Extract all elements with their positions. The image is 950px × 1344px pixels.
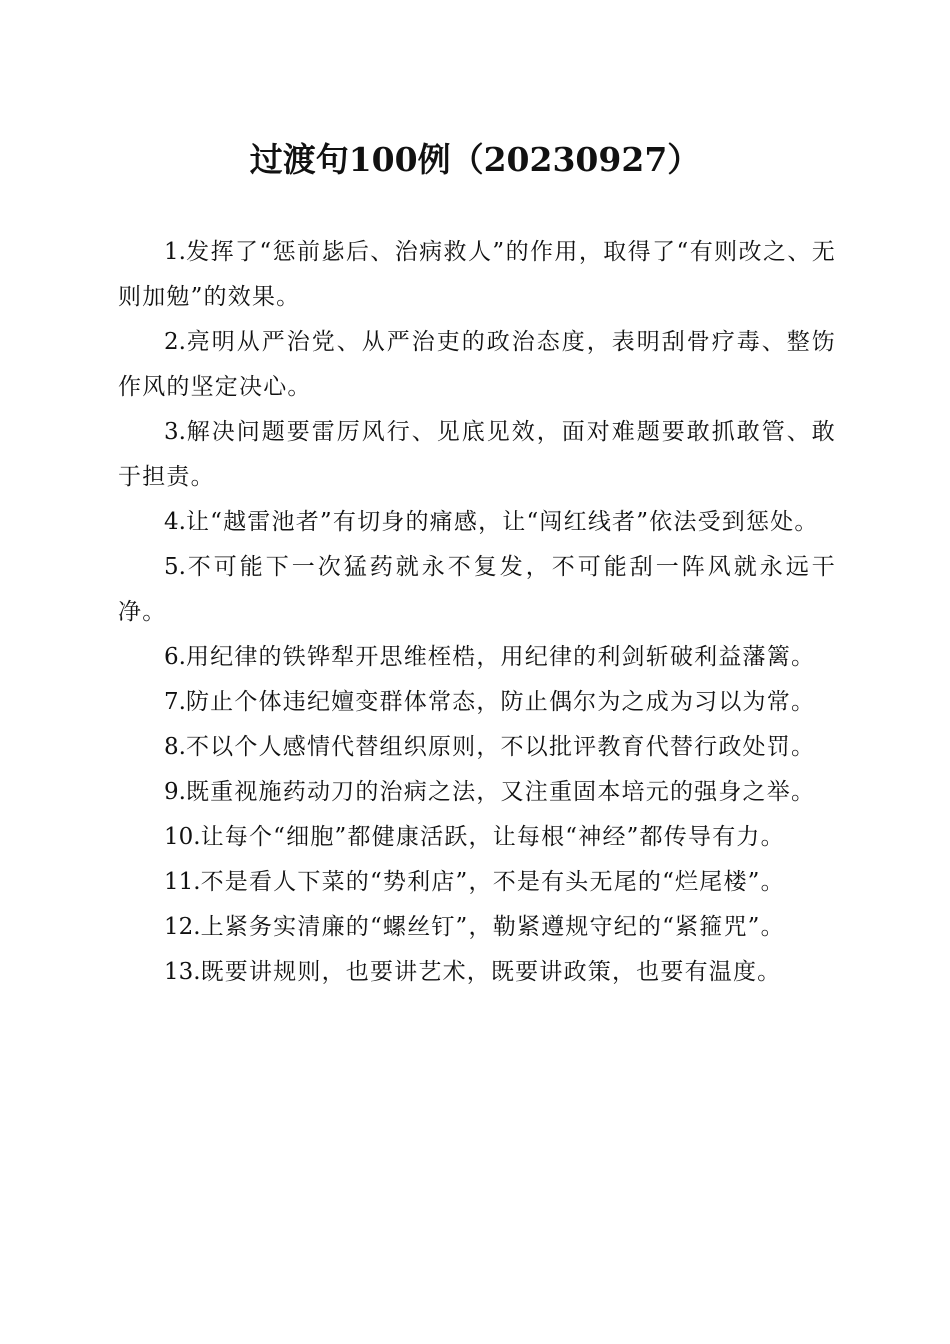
list-item bbox=[118, 725, 836, 770]
item-number: 3. bbox=[164, 419, 186, 445]
item-text: 发挥了“惩前毖后、治病救人”的作用，取得了“有则改之、无则加勉”的效果。 bbox=[118, 239, 836, 310]
item-number: 10. bbox=[164, 824, 201, 850]
list-item bbox=[118, 950, 836, 995]
list-item bbox=[118, 905, 836, 950]
item-text: 让“越雷池者”有切身的痛感，让“闯红线者”依法受到惩处。 bbox=[185, 509, 819, 535]
item-number: 11. bbox=[164, 869, 201, 895]
item-number: 2. bbox=[164, 329, 186, 355]
item-text: 让每个“细胞”都健康活跃，让每根“神经”都传导有力。 bbox=[200, 824, 785, 850]
list-item bbox=[118, 320, 836, 410]
item-text: 上紧务实清廉的“螺丝钉”，勒紧遵规守纪的“紧箍咒”。 bbox=[200, 914, 785, 940]
item-number: 1. bbox=[164, 239, 186, 265]
list-item bbox=[118, 545, 836, 635]
list-item bbox=[118, 230, 836, 320]
item-text: 既重视施药动刀的治病之法，又注重固本培元的强身之举。 bbox=[185, 779, 816, 805]
list-item bbox=[118, 410, 836, 500]
item-text: 不是看人下菜的“势利店”，不是有头无尾的“烂尾楼”。 bbox=[200, 869, 785, 895]
item-number: 8. bbox=[164, 734, 186, 760]
item-number: 4. bbox=[164, 509, 186, 535]
item-text: 解决问题要雷厉风行、见底见效，面对难题要敢抓敢管、敢于担责。 bbox=[118, 419, 836, 490]
list-item bbox=[118, 860, 836, 905]
item-text: 用纪律的铁铧犁开思维桎梏，用纪律的利剑斩破利益藩篱。 bbox=[185, 644, 816, 670]
list-item bbox=[118, 815, 836, 860]
item-text: 防止个体违纪嬗变群体常态，防止偶尔为之成为习以为常。 bbox=[185, 689, 816, 715]
list-item bbox=[118, 770, 836, 815]
page-title: 过渡句100例（20230927） bbox=[249, 140, 701, 179]
item-list bbox=[118, 230, 836, 995]
item-number: 6. bbox=[164, 644, 186, 670]
item-number: 12. bbox=[164, 914, 201, 940]
item-number: 7. bbox=[164, 689, 186, 715]
item-text: 亮明从严治党、从严治吏的政治态度，表明刮骨疗毒、整饬作风的坚定决心。 bbox=[118, 329, 836, 400]
item-text: 既要讲规则，也要讲艺术，既要讲政策，也要有温度。 bbox=[200, 959, 782, 985]
item-text: 不可能下一次猛药就永不复发，不可能刮一阵风就永远干净。 bbox=[118, 554, 836, 625]
item-number: 5. bbox=[164, 554, 186, 580]
item-text: 不以个人感情代替组织原则，不以批评教育代替行政处罚。 bbox=[185, 734, 816, 760]
list-item bbox=[118, 680, 836, 725]
list-item bbox=[118, 635, 836, 680]
item-number: 9. bbox=[164, 779, 186, 805]
item-number: 13. bbox=[164, 959, 201, 985]
list-item bbox=[118, 500, 836, 545]
